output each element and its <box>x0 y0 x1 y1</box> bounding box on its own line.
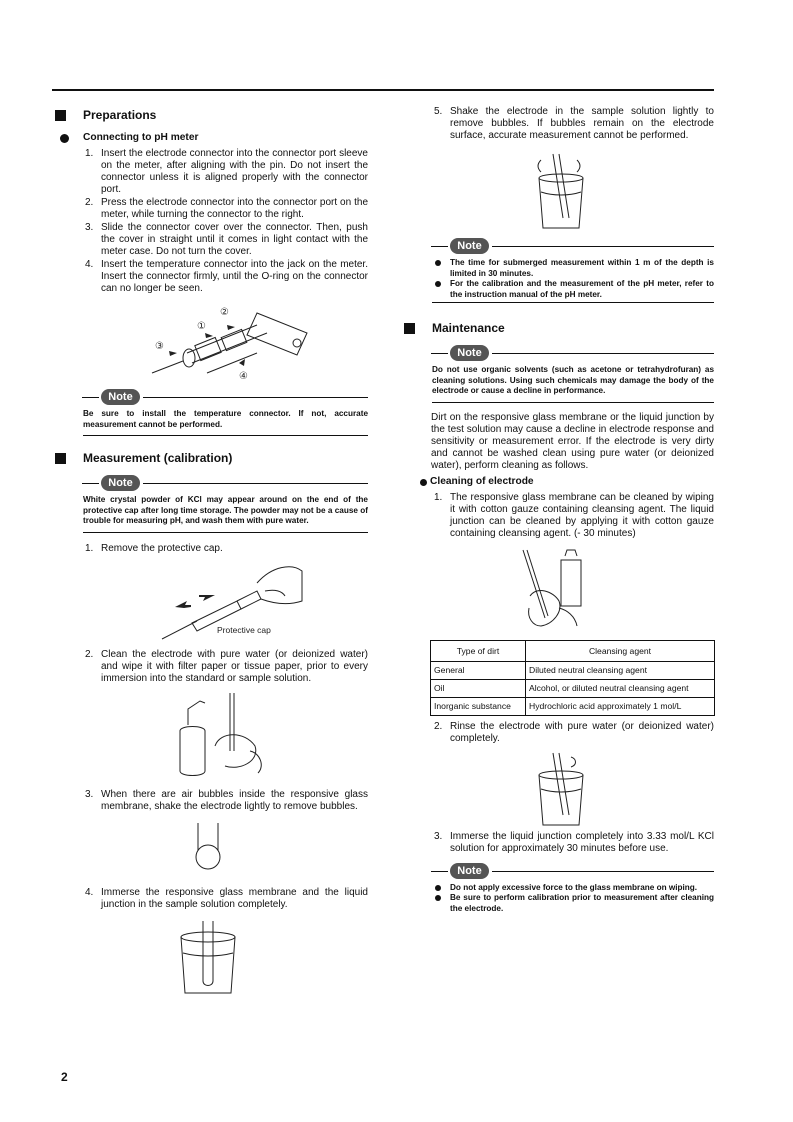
immerse-electrode-illustration <box>173 919 243 999</box>
note-header <box>52 389 368 405</box>
cotton-gauze-illustration <box>515 546 595 636</box>
table-cell: Oil <box>431 679 526 697</box>
section-title: Maintenance <box>432 321 505 335</box>
note-box <box>401 238 714 303</box>
note-text: Do not use organic solvents (such as acetone or tetrahydrofuran) as cleaning solutions. Using such chemicals may damage the body of the electrode or cause a decline in performance. <box>432 365 714 395</box>
cleaning-steps <box>401 492 714 540</box>
page-number: 2 <box>61 1070 68 1084</box>
note-label: Note <box>450 238 489 254</box>
note-header <box>401 863 714 879</box>
right-column <box>401 106 714 916</box>
square-bullet-icon <box>55 110 66 121</box>
list-item: 2. Rinse the electrode with pure water (or deionized water) completely. <box>434 720 714 744</box>
table-header-cell: Type of dirt <box>431 640 526 661</box>
connector-illustration <box>147 303 317 383</box>
list-item: 1. Remove the protective cap. <box>85 542 223 554</box>
note-label: Note <box>101 389 140 405</box>
top-rule <box>52 89 714 91</box>
left-column <box>52 106 368 999</box>
section-maintenance <box>401 319 714 339</box>
list-item: Be sure to perform calibration prior to measurement after cleaning the electrode. <box>432 893 714 914</box>
table-cell: Inorganic substance <box>431 697 526 715</box>
note-box <box>401 345 714 403</box>
measurement-steps <box>52 887 368 911</box>
measurement-steps <box>401 106 714 142</box>
note-header <box>52 475 368 491</box>
note-text: White crystal powder of KCl may appear around on the end of the protective cap after long time storage. The powder may not be a cause of trouble for measuring pH, and wash them with pure water. <box>83 495 368 525</box>
measurement-steps <box>52 543 368 555</box>
round-bullet-icon <box>420 479 427 486</box>
note-rule <box>83 435 368 436</box>
list-item: The time for submerged measurement within 1 m of the depth is limited in 30 minutes. <box>432 258 714 279</box>
list-item: 2. Clean the electrode with pure water (or deionized water) and wipe it with filter paper or tissue paper, prior to every immersion into the standard or sample solution. <box>85 648 368 684</box>
note-box <box>401 863 714 917</box>
table-cell: General <box>431 661 526 679</box>
note-box <box>52 475 368 533</box>
table-header-row <box>431 640 715 661</box>
square-bullet-icon <box>55 453 66 464</box>
table-cell: Diluted neutral cleansing agent <box>526 661 715 679</box>
table-row <box>431 697 715 715</box>
list-item: 1. The responsive glass membrane can be cleaned by wiping it with cotton gauze containing cleansing agent. The liquid junction can be cleaned by applying it with cotton gauze containing cleansing agent. (- 30 minutes) <box>434 491 714 539</box>
section-measurement <box>52 449 368 469</box>
subsection-title: Connecting to pH meter <box>83 132 199 143</box>
list-item: Do not apply excessive force to the glass membrane on wiping. <box>432 883 714 894</box>
note-rule <box>83 532 368 533</box>
list-item: 5. Shake the electrode in the sample solution lightly to remove bubbles. If bubbles remain on the electrode surface, accurate measurement cannot be performed. <box>434 106 714 141</box>
shake-in-solution-illustration <box>533 152 593 232</box>
list-item: 3. Slide the connector cover over the connector. Then, push the cover in straight until it comes in light contact with the meter case. Do not turn the cover. <box>85 222 368 257</box>
note-label: Note <box>450 345 489 361</box>
round-bullet-icon <box>60 134 69 143</box>
cleaning-steps <box>401 831 714 855</box>
note-header <box>401 345 714 361</box>
note-label: Note <box>450 863 489 879</box>
table-row <box>431 661 715 679</box>
table-row <box>431 679 715 697</box>
list-item: 1. Insert the electrode connector into the connector port sleeve on the meter, after aligning with the pin. Do not insert the connector unless it is aligned properly with the connector port. <box>85 148 368 195</box>
figure-label: ① <box>197 321 206 332</box>
rinse-electrode-illustration <box>533 751 593 829</box>
list-item: 2. Press the electrode connector into the connector port on the meter, while turning the connector to the right. <box>85 197 368 220</box>
protective-cap-caption: Protective cap <box>217 624 271 635</box>
note-text: Be sure to install the temperature connector. If not, accurate measurement cannot be performed. <box>83 409 368 429</box>
table-cell: Hydrochloric acid approximately 1 mol/L <box>526 697 715 715</box>
figure-label: ③ <box>155 341 164 352</box>
shake-electrode-illustration <box>186 821 236 881</box>
note-rule <box>432 402 714 403</box>
note-header <box>401 238 714 254</box>
remove-cap-illustration <box>157 561 307 641</box>
cleansing-table <box>430 640 715 716</box>
measurement-steps <box>52 649 368 685</box>
cleaning-steps <box>401 721 714 745</box>
section-preparations <box>52 106 368 126</box>
list-item: 4. Immerse the responsive glass membrane and the liquid junction in the sample solution completely. <box>85 886 368 910</box>
section-title: Preparations <box>83 108 157 122</box>
measurement-steps <box>52 789 368 813</box>
table-cell: Alcohol, or diluted neutral cleansing agent <box>526 679 715 697</box>
table-header-cell: Cleansing agent <box>526 640 715 661</box>
section-title: Measurement (calibration) <box>83 451 233 465</box>
note-box <box>52 389 368 436</box>
subsection-title: Cleaning of electrode <box>430 475 534 487</box>
connecting-steps <box>52 148 368 295</box>
maintenance-intro: Dirt on the responsive glass membrane or the liquid junction by the test solution may cause a decline in electrode response and sensitivity or measurement error. If the electrode is very dirty and cannot be washed clean using pure water (or deionized water), perform cleaning as follows. <box>431 411 714 471</box>
list-item: 3. Immerse the liquid junction completely into 3.33 mol/L KCl solution for approximately 30 minutes before use. <box>434 830 714 854</box>
square-bullet-icon <box>404 323 415 334</box>
list-item: 3. When there are air bubbles inside the responsive glass membrane, shake the electrode lightly to remove bubbles. <box>85 788 368 812</box>
list-item: 4. Insert the temperature connector into the jack on the meter. Insert the connector firmly, until the O-ring on the connector can no longer be seen. <box>85 259 368 294</box>
note-list <box>401 254 714 302</box>
list-item: For the calibration and the measurement of the pH meter, refer to the instruction manual of the pH meter. <box>432 279 714 300</box>
figure-label: ④ <box>239 371 248 382</box>
note-list <box>401 879 714 917</box>
wipe-electrode-illustration <box>160 691 270 781</box>
note-label: Note <box>101 475 140 491</box>
note-rule <box>432 302 714 303</box>
subsection-connecting <box>52 132 368 146</box>
subsection-cleaning <box>401 476 714 490</box>
figure-label: ② <box>220 307 229 318</box>
